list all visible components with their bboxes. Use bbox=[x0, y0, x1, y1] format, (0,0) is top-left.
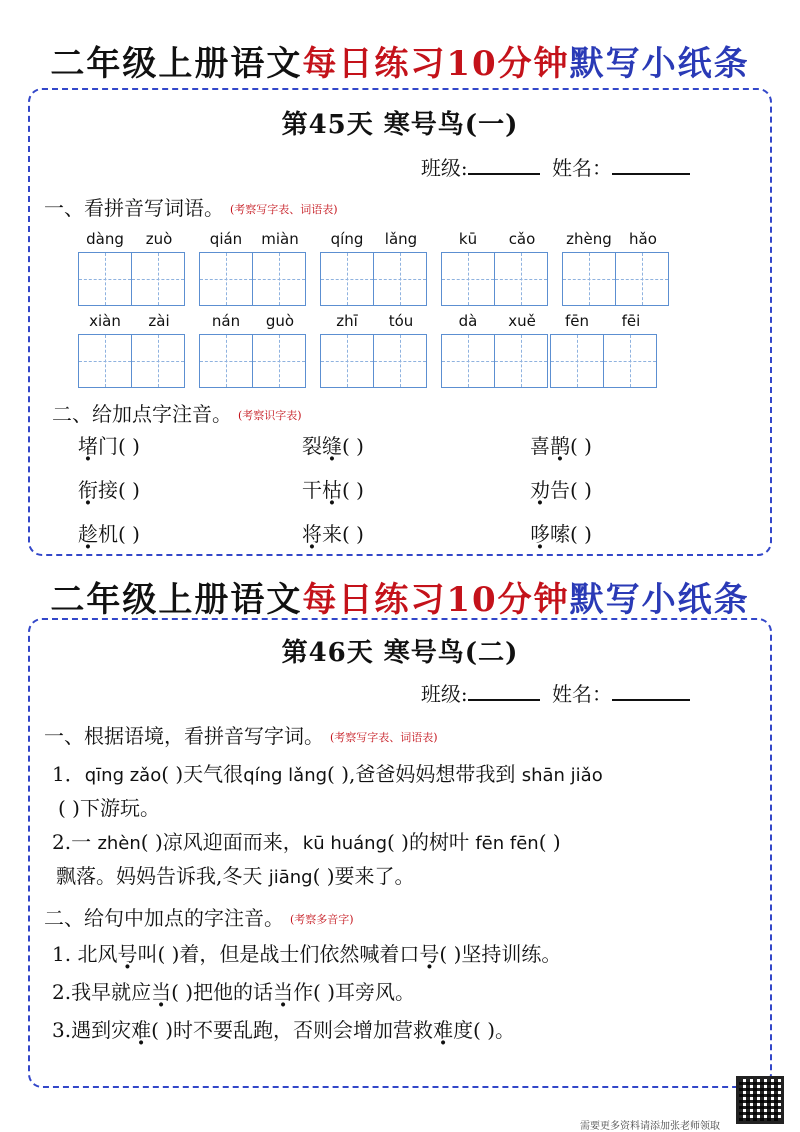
pinyin-2: guò bbox=[265, 312, 295, 330]
header-part-1: 二年级上册语文 bbox=[50, 44, 303, 84]
tian-grid-cell[interactable] bbox=[199, 252, 253, 306]
class-label: 班级: bbox=[420, 682, 468, 706]
pinyin-text: shān jiǎo bbox=[521, 765, 603, 786]
word-box[interactable] bbox=[441, 230, 549, 306]
pinyin-2: zuò bbox=[145, 230, 173, 248]
zhuyin-item[interactable]: 衔接( ) bbox=[78, 478, 140, 502]
dotted-char: 当 bbox=[151, 980, 172, 1004]
tian-grid-cell[interactable] bbox=[78, 334, 132, 388]
header-part-1: 二年级上册语文 bbox=[50, 580, 303, 620]
pinyin-1: zhèng bbox=[566, 230, 612, 248]
pinyin-text: jiāng bbox=[268, 867, 313, 888]
day45-title: 第45天 寒号鸟(一) bbox=[281, 110, 519, 140]
word-box[interactable] bbox=[78, 312, 186, 388]
fill-line-3[interactable]: 2.一 zhèn( )凉风迎面而来，kū huáng( )的树叶 fēn fēn( ) bbox=[52, 830, 561, 854]
fill-line-1[interactable]: 1．qīng zǎo( )天气很qíng lǎng( ),爸爸妈妈想带我到 shān jiǎo bbox=[52, 762, 603, 786]
dotted-char: 缝 bbox=[322, 434, 342, 458]
day45-section1-title bbox=[44, 192, 338, 221]
tian-grid-cell[interactable] bbox=[494, 334, 548, 388]
fill-line-4[interactable]: 飘落。妈妈告诉我,冬天 jiāng( )要来了。 bbox=[56, 864, 415, 888]
day46-section1-title bbox=[44, 720, 438, 749]
word-box[interactable] bbox=[562, 230, 670, 306]
dotted-char: 衔 bbox=[78, 478, 98, 502]
tian-grid-cell[interactable] bbox=[199, 334, 253, 388]
day45-section2-title bbox=[52, 398, 302, 427]
zhuyin-item[interactable]: 堵门( ) bbox=[78, 434, 140, 458]
pinyin-1: qíng bbox=[330, 230, 364, 248]
pinyin-text: fēn fēn bbox=[475, 833, 539, 854]
section1-title-text: 一、根据语境，看拼音写字词。 bbox=[44, 724, 324, 748]
zhuyin-item[interactable]: 干枯( ) bbox=[302, 478, 364, 502]
word-box[interactable] bbox=[199, 230, 307, 306]
tian-grid-cell[interactable] bbox=[131, 252, 185, 306]
tian-grid-cell[interactable] bbox=[78, 252, 132, 306]
dotted-char: 难 bbox=[131, 1018, 152, 1042]
name-blank[interactable] bbox=[612, 683, 690, 701]
worksheet-day45 bbox=[28, 88, 772, 556]
pinyin-1: dàng bbox=[86, 230, 124, 248]
pinyin-1: qián bbox=[209, 230, 243, 248]
tian-grid-cell[interactable] bbox=[603, 334, 657, 388]
dotted-char: 鹊 bbox=[550, 434, 570, 458]
section2-note: (考察多音字) bbox=[290, 913, 354, 926]
tian-grid-cell[interactable] bbox=[320, 252, 374, 306]
polyphone-line-1[interactable]: 1. 北风号叫( )着，但是战士们依然喊着口号( )坚持训练。 bbox=[52, 942, 562, 966]
tian-grid-cell[interactable] bbox=[252, 334, 306, 388]
section2-note: (考察识字表) bbox=[238, 409, 302, 422]
header-title-2 bbox=[0, 572, 800, 621]
zhuyin-item[interactable]: 喜鹊( ) bbox=[530, 434, 592, 458]
word-box[interactable] bbox=[441, 312, 549, 388]
tian-grid-cell[interactable] bbox=[252, 252, 306, 306]
word-box[interactable] bbox=[78, 230, 186, 306]
name-label: 姓名： bbox=[552, 156, 612, 180]
word-box[interactable] bbox=[550, 312, 658, 388]
worksheet-day46 bbox=[28, 618, 772, 1088]
tian-grid-cell[interactable] bbox=[494, 252, 548, 306]
pinyin-2: zài bbox=[148, 312, 170, 330]
polyphone-line-2[interactable]: 2.我早就应当( )把他的话当作( )耳旁风。 bbox=[52, 980, 416, 1004]
word-box[interactable] bbox=[199, 312, 307, 388]
section2-title-text: 二、给加点字注音。 bbox=[52, 402, 232, 426]
pinyin-2: hǎo bbox=[629, 230, 657, 248]
header-part-2: 每日练习10分钟 bbox=[302, 580, 570, 620]
dotted-char: 堵 bbox=[78, 434, 98, 458]
tian-grid-cell[interactable] bbox=[441, 334, 495, 388]
pinyin-2: tóu bbox=[388, 312, 414, 330]
tian-grid-cell[interactable] bbox=[373, 252, 427, 306]
pinyin-1: zhī bbox=[336, 312, 358, 330]
dotted-char: 哆 bbox=[530, 522, 550, 546]
pinyin-2: lǎng bbox=[384, 230, 418, 248]
tian-grid-cell[interactable] bbox=[615, 252, 669, 306]
tian-grid-cell[interactable] bbox=[441, 252, 495, 306]
zhuyin-item[interactable]: 劝告( ) bbox=[530, 478, 592, 502]
dotted-char: 难 bbox=[433, 1018, 454, 1042]
dotted-char: 枯 bbox=[322, 478, 342, 502]
zhuyin-item[interactable]: 裂缝( ) bbox=[302, 434, 364, 458]
tian-grid-cell[interactable] bbox=[131, 334, 185, 388]
section1-title-text: 一、看拼音写词语。 bbox=[44, 196, 224, 220]
word-box[interactable] bbox=[320, 312, 428, 388]
section1-note: (考察写字表、词语表) bbox=[230, 203, 338, 216]
pinyin-2: fēi bbox=[621, 312, 641, 330]
header-part-2: 每日练习10分钟 bbox=[302, 44, 570, 84]
word-box[interactable] bbox=[320, 230, 428, 306]
name-blank[interactable] bbox=[612, 157, 690, 175]
pinyin-2: cǎo bbox=[508, 230, 536, 248]
class-blank[interactable] bbox=[468, 683, 540, 701]
dotted-char: 劝 bbox=[530, 478, 550, 502]
polyphone-line-3[interactable]: 3.遇到灾难( )时不要乱跑，否则会增加营救难度( )。 bbox=[52, 1018, 516, 1042]
pinyin-text: qīng zǎo bbox=[84, 765, 162, 786]
day45-class-name-line bbox=[421, 152, 690, 181]
pinyin-text: zhèn bbox=[97, 833, 141, 854]
zhuyin-item[interactable]: 哆嗦( ) bbox=[530, 522, 592, 546]
tian-grid-cell[interactable] bbox=[562, 252, 616, 306]
header-part-3: 默写小纸条 bbox=[569, 580, 750, 620]
section1-note: (考察写字表、词语表) bbox=[330, 731, 438, 744]
tian-grid-cell[interactable] bbox=[320, 334, 374, 388]
footer-note: 需要更多资料请添加张老师领取 bbox=[580, 1121, 720, 1132]
day46-class-name-line bbox=[421, 678, 690, 707]
dotted-char: 号 bbox=[117, 942, 138, 966]
name-label: 姓名： bbox=[552, 682, 612, 706]
class-label: 班级: bbox=[420, 156, 468, 180]
dotted-char: 号 bbox=[419, 942, 440, 966]
section2-title-text: 二、给句中加点的字注音。 bbox=[44, 906, 284, 930]
zhuyin-item[interactable]: 趁机( ) bbox=[78, 522, 140, 546]
pinyin-1: dà bbox=[458, 312, 478, 330]
fill-line-2[interactable]: ( )下游玩。 bbox=[58, 796, 160, 820]
day46-section2-title bbox=[44, 902, 354, 931]
pinyin-1: xiàn bbox=[89, 312, 121, 330]
pinyin-text: kū huáng bbox=[302, 833, 387, 854]
pinyin-1: fēn bbox=[564, 312, 590, 330]
header-part-3: 默写小纸条 bbox=[569, 44, 750, 84]
pinyin-2: miàn bbox=[261, 230, 299, 248]
header-title-1 bbox=[0, 36, 800, 85]
tian-grid-cell[interactable] bbox=[373, 334, 427, 388]
pinyin-2: xuě bbox=[508, 312, 536, 330]
zhuyin-item[interactable]: 将来( ) bbox=[302, 522, 364, 546]
tian-grid-cell[interactable] bbox=[550, 334, 604, 388]
class-blank[interactable] bbox=[468, 157, 540, 175]
dotted-char: 将 bbox=[302, 522, 322, 546]
pinyin-text: qíng lǎng bbox=[243, 765, 328, 786]
dotted-char: 当 bbox=[273, 980, 294, 1004]
dotted-char: 趁 bbox=[78, 522, 98, 546]
pinyin-1: kū bbox=[458, 230, 478, 248]
pinyin-1: nán bbox=[211, 312, 241, 330]
qr-code-icon bbox=[736, 1076, 784, 1124]
day46-title: 第46天 寒号鸟(二) bbox=[281, 638, 519, 668]
